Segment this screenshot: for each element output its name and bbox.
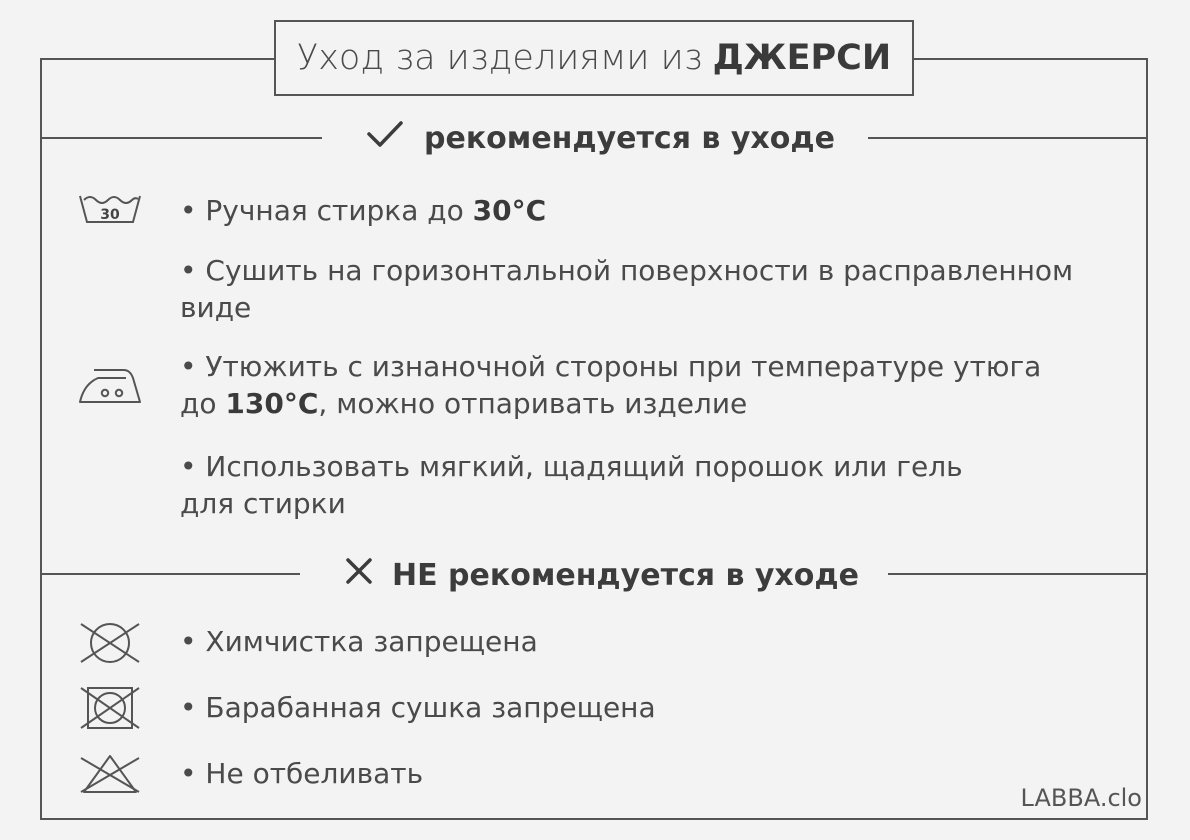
title-fabric: ДЖЕРСИ	[712, 38, 892, 78]
hand-wash-30-icon	[78, 190, 142, 234]
divider-recommended-right	[868, 137, 1148, 139]
item-line: • Использовать мягкий, щадящий порошок или гель	[180, 450, 963, 483]
page-title	[274, 20, 914, 96]
iron-temperature: 130°C	[225, 387, 319, 420]
iron-two-dots-icon	[78, 366, 142, 410]
divider-not-recommended-left	[40, 573, 300, 575]
not-recommended-heading-label: НЕ рекомендуется в уходе	[392, 557, 859, 593]
wash-temperature: 30°C	[472, 194, 547, 227]
checkmark-icon	[366, 119, 404, 157]
item-line: виде	[180, 291, 252, 324]
cross-icon	[344, 556, 374, 594]
list-item-ironing	[180, 348, 1041, 422]
divider-not-recommended-right	[888, 573, 1148, 575]
item-text: • Ручная стирка до	[180, 194, 473, 227]
list-item-no-dry-clean: • Химчистка запрещена	[180, 625, 538, 658]
no-bleach-icon	[78, 752, 142, 800]
no-tumble-dry-icon	[78, 684, 142, 736]
item-line: • Утюжить с изнаночной стороны при температуре утюга	[180, 350, 1042, 383]
recommended-heading-label: рекомендуется в уходе	[424, 120, 835, 156]
divider-recommended-left	[40, 137, 322, 139]
item-line-part: до	[180, 387, 226, 420]
recommended-heading	[366, 118, 835, 158]
not-recommended-heading	[344, 555, 859, 595]
list-item-detergent	[180, 448, 963, 522]
list-item-no-bleach: • Не отбеливать	[180, 757, 424, 790]
item-line-part: , можно отпаривать изделие	[318, 387, 748, 420]
item-line: для стирки	[180, 487, 346, 520]
item-line	[180, 385, 1041, 422]
no-dry-clean-icon	[78, 620, 142, 670]
title-prefix: Уход за изделиями из	[296, 38, 703, 78]
list-item-dry-flat	[180, 252, 1073, 326]
brand-watermark: LABBA.clo	[1020, 784, 1142, 812]
wash-temp-label: 30	[100, 207, 120, 223]
list-item-hand-wash	[180, 192, 546, 229]
list-item-no-tumble-dry: • Барабанная сушка запрещена	[180, 691, 656, 724]
item-line: • Сушить на горизонтальной поверхности в расправленном	[180, 254, 1074, 287]
